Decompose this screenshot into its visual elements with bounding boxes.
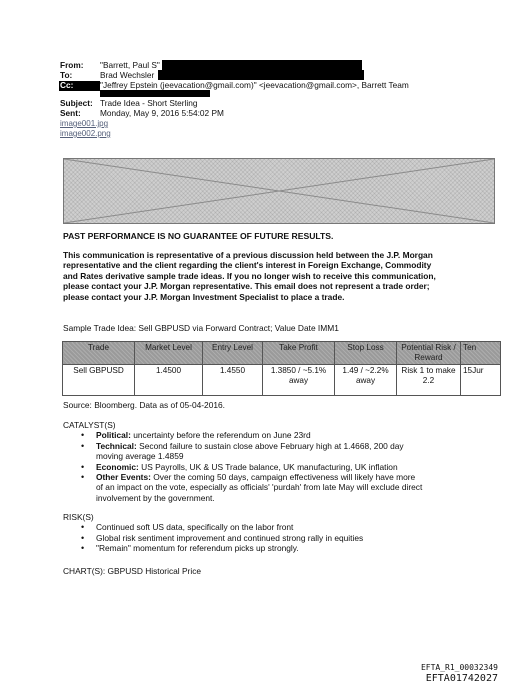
disclaimer-body: This communication is representative of a previous discussion held between the J.P. Morgan representative and the client regarding the client's interest in Foreign Exchange, Commodity and Rates derivative sample trade ideas. If you no longer wish to receive this communication, please contact your J.P. Morgan representative. This email does not represent a trade order; please contact your J.P. Morgan Investment Specialist to place a trade. bbox=[63, 250, 436, 302]
redaction-from bbox=[162, 60, 362, 70]
risks-section bbox=[63, 512, 463, 554]
bates-number-2: EFTA01742027 bbox=[425, 673, 498, 684]
catalyst-text: Over the coming 50 days, campaign effectiveness will likely have more of an impact on the vote, especially as officials' 'purdah' from late May will exclude direct involvement by the government. bbox=[96, 472, 423, 503]
catalyst-label: Other Events: bbox=[96, 472, 151, 483]
list-item bbox=[79, 430, 424, 440]
sent-label: Sent: bbox=[60, 108, 81, 118]
list-item: • Continued soft US data, specifically on the labor front bbox=[79, 522, 424, 532]
subject-value: Trade Idea - Short Sterling bbox=[100, 98, 198, 108]
table-cell: 1.3850 / ~5.1% away bbox=[263, 365, 335, 396]
risks-list bbox=[79, 522, 424, 553]
table-header-cell: Market Level bbox=[135, 342, 203, 365]
table-header-cell: Stop Loss bbox=[335, 342, 397, 365]
sent-value: Monday, May 9, 2016 5:54:02 PM bbox=[100, 108, 224, 118]
broken-image-icon bbox=[64, 159, 494, 223]
source-line: Source: Bloomberg. Data as of 05-04-2016. bbox=[63, 400, 226, 410]
table-cell: 1.4500 bbox=[135, 365, 203, 396]
catalyst-text: Second failure to sustain close above February high at 1.4668, 200 day moving average 1.4859 bbox=[96, 440, 404, 462]
disclaimer-title: PAST PERFORMANCE IS NO GUARANTEE OF FUTURE RESULTS. bbox=[63, 231, 334, 241]
catalysts-section bbox=[63, 420, 463, 503]
from-value: "Barrett, Paul S" bbox=[100, 60, 160, 70]
catalysts-heading: CATALYST(S) bbox=[63, 420, 116, 430]
table-row bbox=[63, 365, 501, 396]
table-header-cell: Entry Level bbox=[203, 342, 263, 365]
cc-value: "Jeffrey Epstein (jeevacation@gmail.com)" <jeevacation@gmail.com>, Barrett Team bbox=[100, 80, 409, 90]
catalyst-label: Political: bbox=[96, 430, 131, 441]
catalyst-label: Economic: bbox=[96, 461, 139, 472]
catalyst-label: Technical: bbox=[96, 440, 137, 451]
table-cell: 1.4550 bbox=[203, 365, 263, 396]
catalyst-text: uncertainty before the referendum on June 23rd bbox=[130, 430, 311, 441]
catalyst-text: US Payrolls, UK & US Trade balance, UK manufacturing, UK inflation bbox=[138, 461, 398, 472]
list-item: • "Remain" momentum for referendum picks up strongly. bbox=[79, 543, 424, 553]
image-placeholder bbox=[63, 158, 495, 224]
table-header-cell: Potential Risk / Reward bbox=[397, 342, 461, 365]
list-item bbox=[79, 472, 424, 503]
list-item bbox=[79, 462, 424, 472]
cc-label: Cc: bbox=[60, 80, 74, 90]
bates-number-1: EFTA_R1_00032349 bbox=[420, 663, 498, 672]
attachment-link-1[interactable]: image001.jpg bbox=[60, 119, 109, 128]
catalysts-list bbox=[79, 430, 424, 503]
from-label: From: bbox=[60, 60, 84, 70]
table-cell: 1.49 / ~2.2% away bbox=[335, 365, 397, 396]
redaction-to bbox=[158, 70, 364, 80]
table-header-cell: Ten bbox=[461, 342, 501, 365]
trade-table bbox=[62, 341, 501, 396]
attachment-link-2[interactable]: image002.png bbox=[60, 129, 111, 138]
subject-label: Subject: bbox=[60, 98, 93, 108]
table-cell: Risk 1 to make 2.2 bbox=[397, 365, 461, 396]
to-label: To: bbox=[60, 70, 73, 80]
table-header-cell: Take Profit bbox=[263, 342, 335, 365]
chart-line: CHART(S): GBPUSD Historical Price bbox=[63, 566, 202, 576]
table-cell: Sell GBPUSD bbox=[63, 365, 135, 396]
risks-heading: RISK(S) bbox=[63, 512, 94, 522]
sample-trade-line: Sample Trade Idea: Sell GBPUSD via Forward Contract; Value Date IMM1 bbox=[63, 323, 339, 333]
to-value: Brad Wechsler bbox=[100, 70, 155, 80]
list-item: • Global risk sentiment improvement and continued strong rally in equities bbox=[79, 533, 424, 543]
table-header-cell: Trade bbox=[63, 342, 135, 365]
redaction-cc bbox=[100, 90, 210, 97]
table-header-row bbox=[63, 342, 501, 365]
list-item bbox=[79, 441, 424, 462]
table-cell: 15Jur bbox=[461, 365, 501, 396]
